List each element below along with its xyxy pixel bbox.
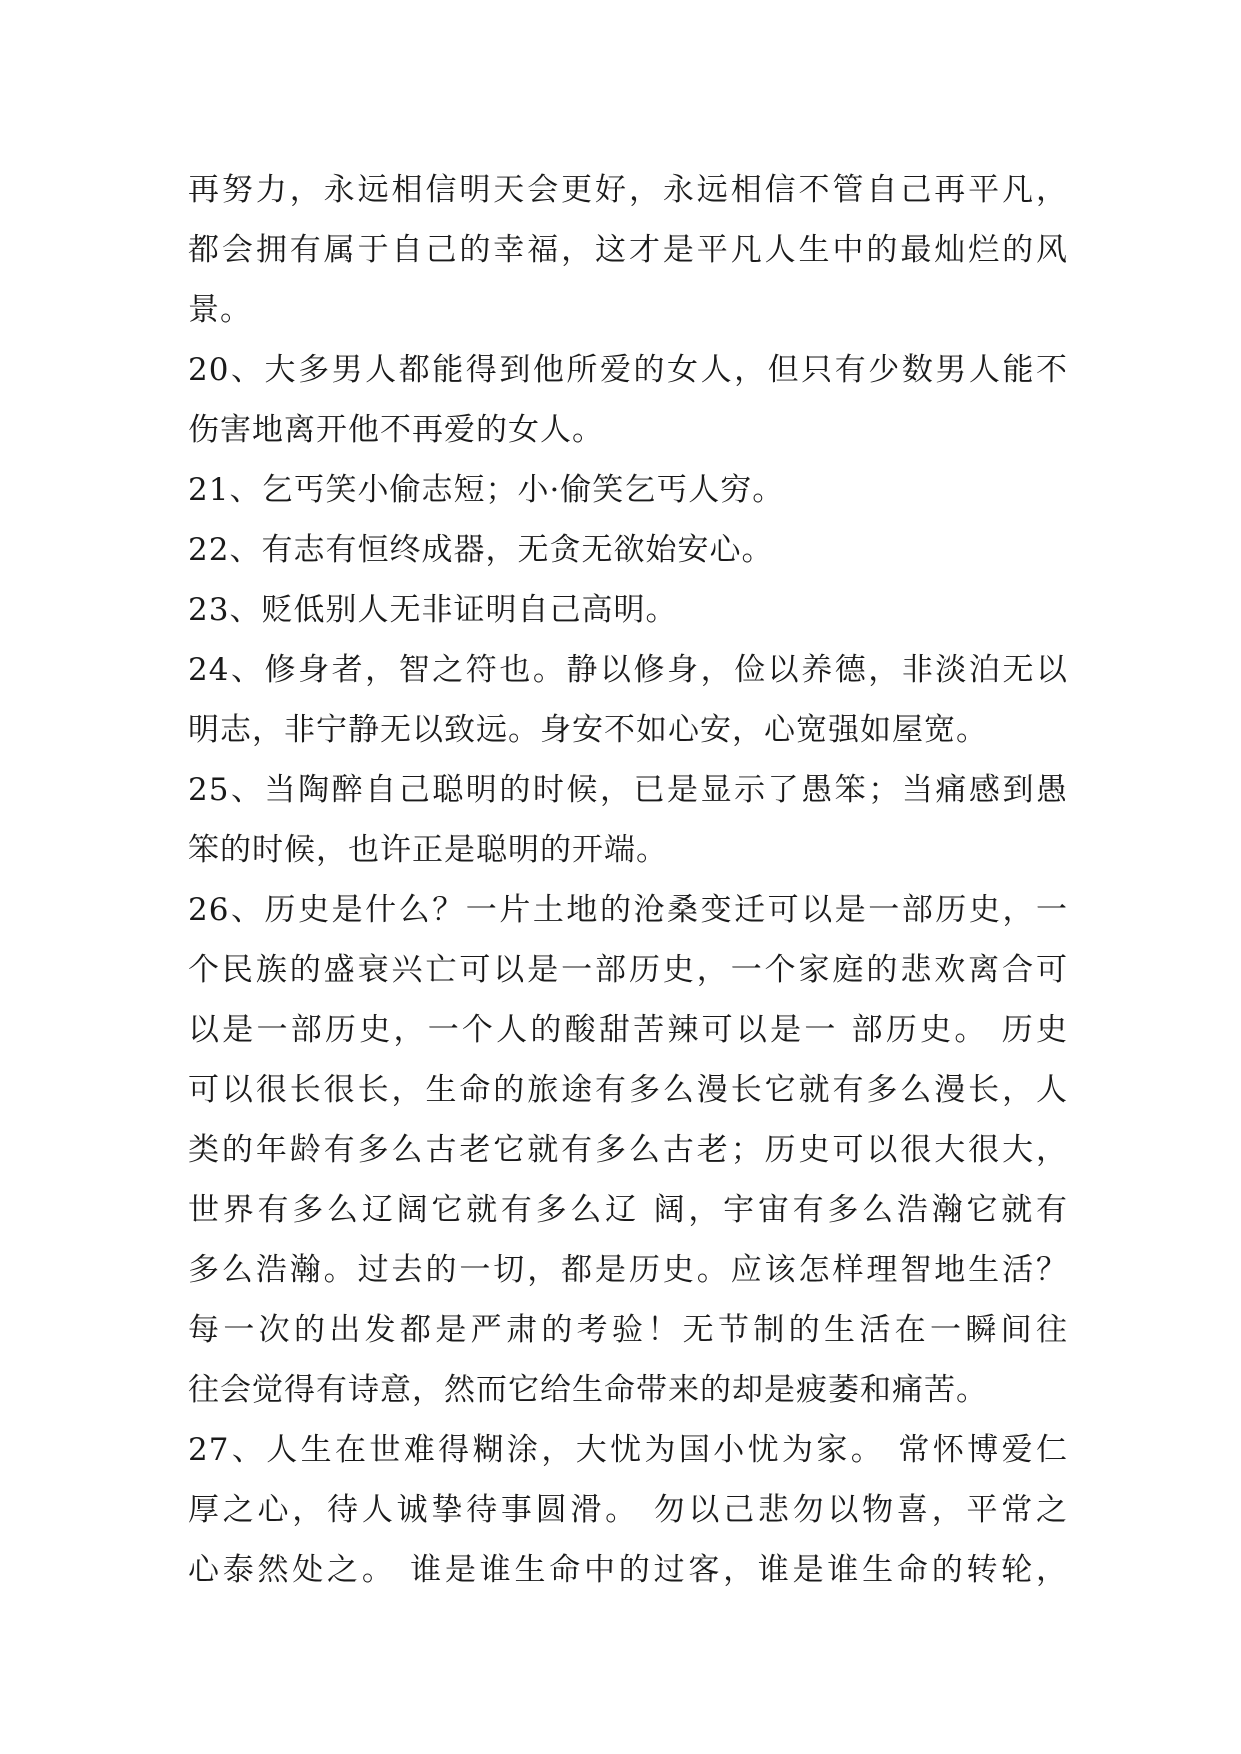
text-line: 以是一部历史，一个人的酸甜苦辣可以是一 部历史。 历史: [188, 1012, 1068, 1048]
text-line: 都会拥有属于自己的幸福，这才是平凡人生中的最灿烂的风: [188, 232, 1068, 268]
text-line: 明志，非宁静无以致远。身安不如心安，心宽强如屋宽。: [188, 712, 988, 748]
text-line: 27、人生在世难得糊涂，大忧为国小忧为家。 常怀博爱仁: [188, 1432, 1068, 1468]
document-body: [188, 160, 1068, 1600]
text-line: 再努力，永远相信明天会更好，永远相信不管自己再平凡，: [188, 172, 1068, 208]
text-line: 26、历史是什么？一片土地的沧桑变迁可以是一部历史，一: [188, 892, 1068, 928]
text-line: 23、贬低别人无非证明自己高明。: [188, 592, 678, 628]
text-line: 个民族的盛衰兴亡可以是一部历史，一个家庭的悲欢离合可: [188, 952, 1068, 988]
text-line: 24、修身者，智之符也。静以修身，俭以养德，非淡泊无以: [188, 652, 1068, 688]
text-line: 伤害地离开他不再爱的女人。: [188, 412, 604, 448]
text-line: 厚之心，待人诚挚待事圆滑。 勿以己悲勿以物喜，平常之: [188, 1492, 1068, 1528]
text-line: 可以很长很长，生命的旅途有多么漫长它就有多么漫长，人: [188, 1072, 1068, 1108]
text-line: 景。: [188, 292, 252, 328]
text-line: 类的年龄有多么古老它就有多么古老；历史可以很大很大，: [188, 1132, 1068, 1168]
text-line: 世界有多么辽阔它就有多么辽 阔，宇宙有多么浩瀚它就有: [188, 1192, 1068, 1228]
text-line: 心泰然处之。 谁是谁生命中的过客，谁是谁生命的转轮，: [188, 1552, 1068, 1588]
text-line: 每一次的出发都是严肃的考验！无节制的生活在一瞬间往: [188, 1312, 1068, 1348]
text-line: 20、大多男人都能得到他所爱的女人，但只有少数男人能不: [188, 352, 1068, 388]
text-line: 22、有志有恒终成器，无贪无欲始安心。: [188, 532, 774, 568]
text-line: 21、乞丐笑小偷志短；小·偷笑乞丐人穷。: [188, 472, 785, 508]
text-line: 多么浩瀚。过去的一切，都是历史。应该怎样理智地生活？: [188, 1252, 1068, 1288]
text-line: 往会觉得有诗意，然而它给生命带来的却是疲萎和痛苦。: [188, 1372, 988, 1408]
text-line: 笨的时候，也许正是聪明的开端。: [188, 832, 668, 868]
text-line: 25、当陶醉自己聪明的时候，已是显示了愚笨；当痛感到愚: [188, 772, 1068, 808]
